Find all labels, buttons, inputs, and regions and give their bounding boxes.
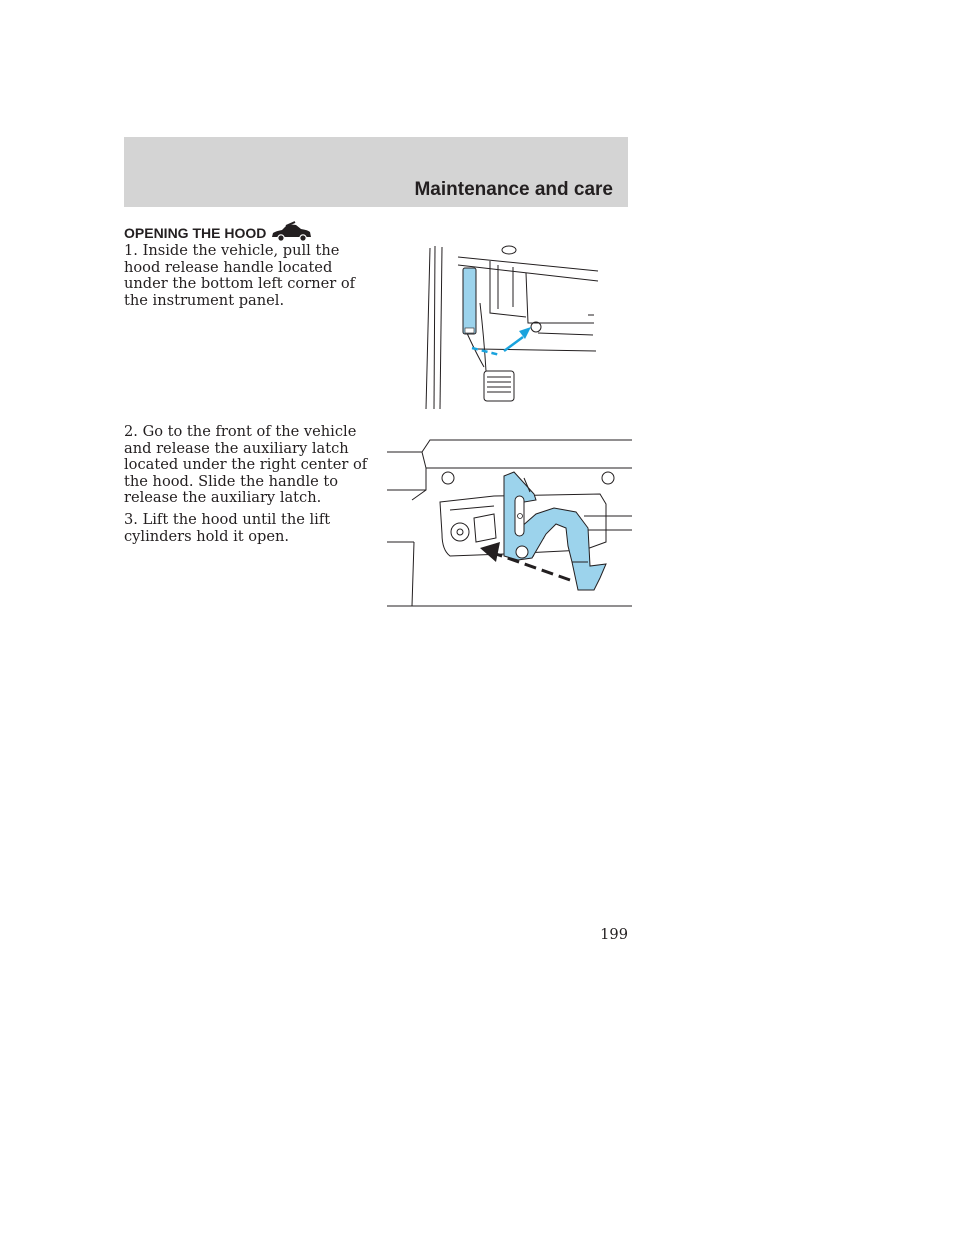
header-band (124, 137, 628, 207)
page-number: 199 (600, 926, 628, 943)
step-1-text: 1. Inside the vehicle, pull the hood release handle located under the bottom left corner of the instrument panel. (124, 242, 356, 309)
hood-release-illustration (418, 243, 608, 411)
header-title: Maintenance and care (414, 179, 613, 200)
step-3-text: 3. Lift the hood until the lift cylinders hold it open. (124, 511, 331, 545)
section-heading-text: OPENING THE HOOD (124, 224, 267, 241)
auxiliary-latch-illustration (384, 438, 632, 610)
step-2-text: 2. Go to the front of the vehicle and release the auxiliary latch located under the right center of the hood. Slide the handle to release the auxiliary latch. (124, 423, 368, 506)
